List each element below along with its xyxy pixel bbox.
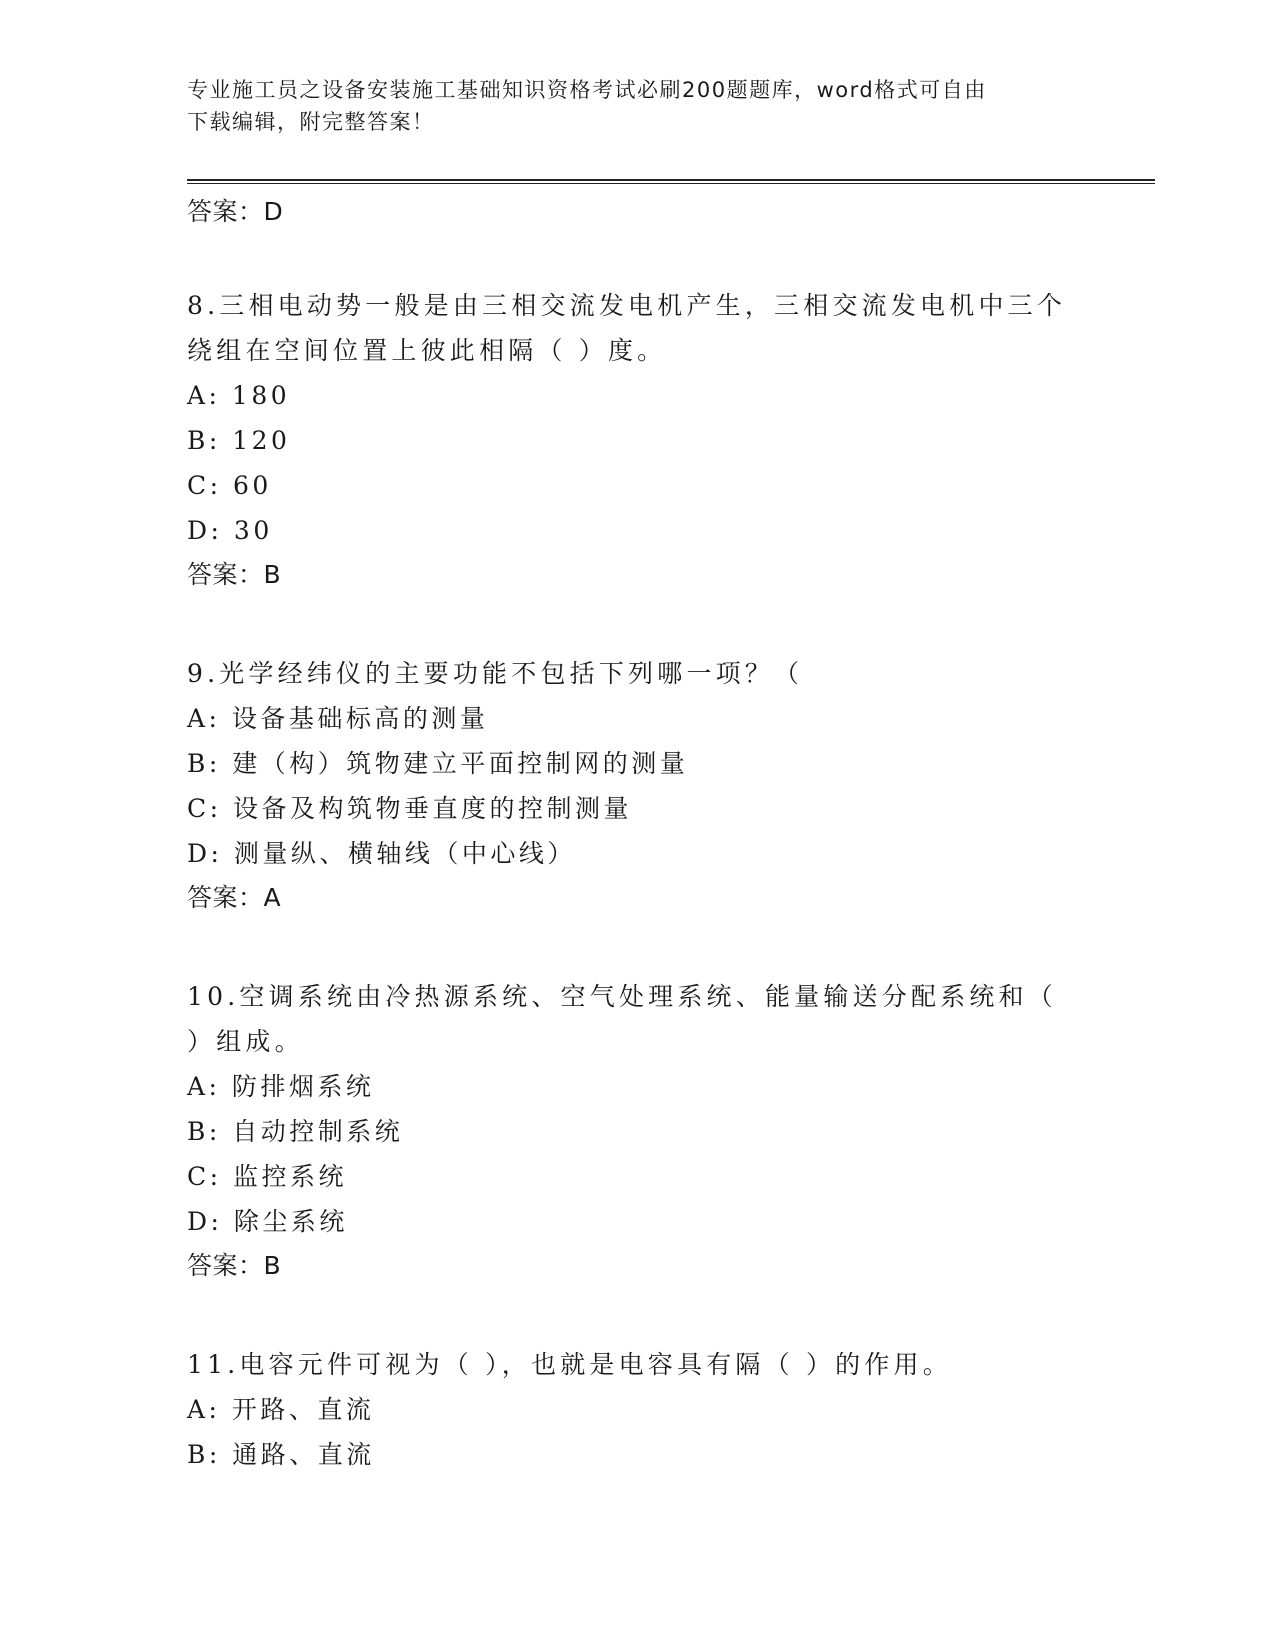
- option-d: D: 除尘系统: [187, 1207, 348, 1236]
- question-9: [187, 651, 1067, 920]
- option-a: A: 设备基础标高的测量: [187, 704, 489, 733]
- option-b: B: 自动控制系统: [187, 1117, 404, 1146]
- question-stem-line: ）组成。: [187, 1027, 304, 1056]
- question-8: [187, 283, 1067, 597]
- question-stem-line: 9.光学经纬仪的主要功能不包括下列哪一项？（: [187, 659, 804, 688]
- header-line-2: 下载编辑，附完整答案！: [187, 110, 435, 134]
- option-a: A: 开路、直流: [187, 1395, 375, 1424]
- option-a: A: 180: [187, 381, 291, 410]
- option-c: C: 设备及构筑物垂直度的控制测量: [187, 794, 632, 823]
- question-stem-line: 11.电容元件可视为（ ），也就是电容具有隔（ ）的作用。: [187, 1350, 952, 1379]
- answer: 答案：B: [187, 560, 282, 589]
- question-stem-line: 10.空调系统由冷热源系统、空气处理系统、能量输送分配系统和（: [187, 982, 1057, 1011]
- question-stem-line: 绕组在空间位置上彼此相隔（ ）度。: [187, 336, 667, 365]
- previous-answer: 答案：D: [187, 197, 284, 226]
- answer: 答案：A: [187, 883, 282, 912]
- document-body: [187, 187, 1067, 1477]
- question-stem-line: 8.三相电动势一般是由三相交流发电机产生，三相交流发电机中三个: [187, 291, 1067, 320]
- header-divider: [187, 179, 1155, 184]
- option-d: D: 30: [187, 516, 273, 545]
- header-line-1: 专业施工员之设备安装施工基础知识资格考试必刷200题题库，word格式可自由: [187, 78, 987, 102]
- question-11: [187, 1342, 1067, 1477]
- option-c: C: 60: [187, 471, 272, 500]
- option-d: D: 测量纵、横轴线（中心线）: [187, 839, 576, 868]
- question-10: [187, 974, 1067, 1288]
- page-header: [187, 74, 1067, 138]
- option-b: B: 通路、直流: [187, 1440, 375, 1469]
- option-c: C: 监控系统: [187, 1162, 347, 1191]
- option-b: B: 120: [187, 426, 291, 455]
- answer: 答案：B: [187, 1251, 282, 1280]
- option-b: B: 建（构）筑物建立平面控制网的测量: [187, 749, 689, 778]
- option-a: A: 防排烟系统: [187, 1072, 375, 1101]
